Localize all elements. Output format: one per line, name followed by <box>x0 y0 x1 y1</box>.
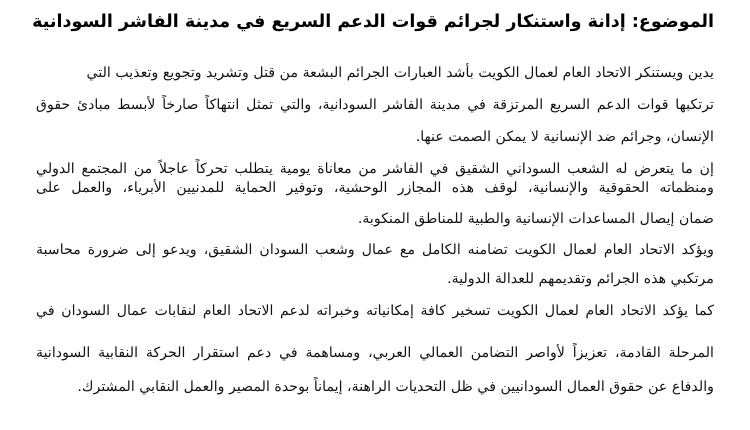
paragraph-1-line-3: الإنسان، وجرائم ضد الإنسانية لا يمكن الصمت عنها. <box>415 129 714 145</box>
paragraph-1-line-2: ترتكبها قوات الدعم السريع المرتزقة في مدينة الفاشر السودانية، والتي تمثل انتهاكاً صارخاً لأبسط مبادئ حقوق <box>36 97 714 113</box>
paragraph-2-line-2: ومنظماته الحقوقية والإنسانية، لوقف هذه المجازر الوحشية، وتوفير الحماية للمدنيين الأبرياء، والعمل على <box>36 180 714 196</box>
paragraph-4-line-2: المرحلة القادمة، تعزيزاً لأواصر التضامن العمالي العربي، ومساهمة في دعم استقرار الحركة النقابية السودانية <box>36 345 714 361</box>
paragraph-1-line-1: يدين ويستنكر الاتحاد العام لعمال الكويت بأشد العبارات الجرائم البشعة من قتل وتشريد وتجويع وتعذيب التي <box>86 65 714 81</box>
paragraph-2-line-1: إن ما يتعرض له الشعب السوداني الشقيق في الفاشر من معاناة يومية يتطلب تحركاً عاجلاً من المجتمع الدولي <box>36 161 714 177</box>
paragraph-4-line-1: كما يؤكد الاتحاد العام لعمال الكويت تسخير كافة إمكانياته وخبراته لدعم الاتحاد العام لنقابات عمال السودان في <box>36 303 714 319</box>
subject-heading <box>32 10 714 34</box>
paragraph-3-line-1: ويؤكد الاتحاد العام لعمال الكويت تضامنه الكامل مع عمال وشعب السودان الشقيق، ويدعو إلى ضرورة محاسبة <box>36 242 714 258</box>
paragraph-4-line-3: والدفاع عن حقوق العمال السودانيين في ظل التحديات الراهنة، إيماناً بوحدة المصير والعمل النقابي المشترك. <box>77 379 714 395</box>
subject-label: الموضوع: <box>631 12 714 32</box>
subject-text: إدانة واستنكار لجرائم قوات الدعم السريع في مدينة الفاشر السودانية <box>32 12 626 32</box>
paragraph-2-line-3: ضمان إيصال المساعدات الإنسانية والطبية للمناطق المنكوبة. <box>357 211 714 227</box>
paragraph-3-line-2: مرتكبي هذه الجرائم وتقديمهم للعدالة الدولية. <box>447 271 714 287</box>
